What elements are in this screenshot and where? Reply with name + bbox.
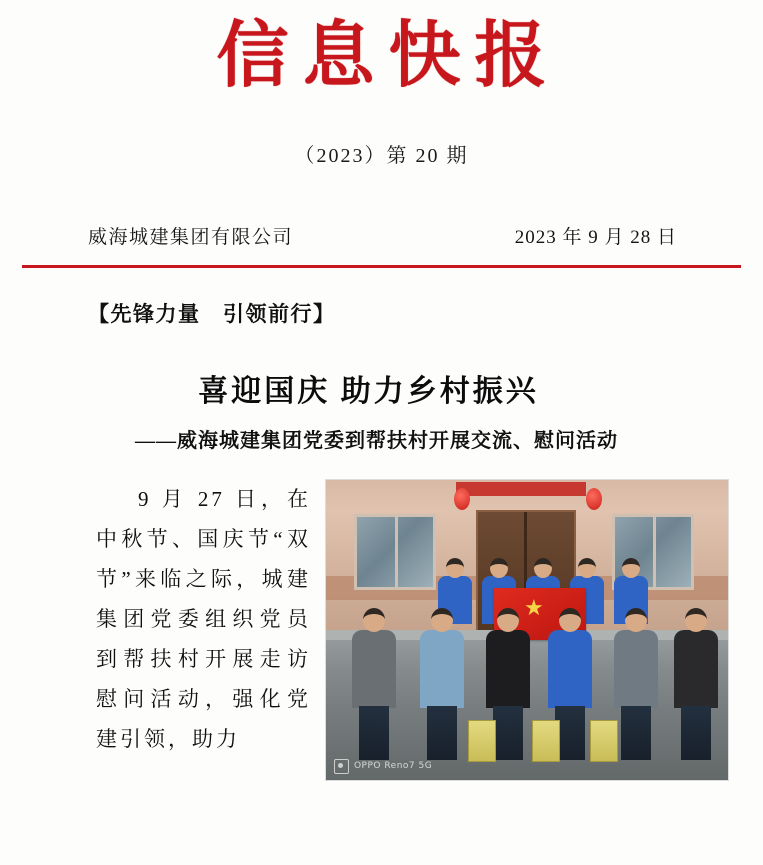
legs-icon (621, 706, 651, 760)
legs-icon (359, 706, 389, 760)
publisher-organization: 威海城建集团有限公司 (88, 226, 294, 248)
masthead-meta-row (0, 222, 763, 249)
person-front-5 (614, 630, 658, 708)
lantern-right-icon (586, 488, 602, 510)
gift-bag-3-icon (590, 720, 618, 762)
camera-icon (334, 759, 349, 774)
column-tag: 【先锋力量 引领前行】 (88, 301, 336, 326)
legs-icon (493, 706, 523, 760)
lantern-left-icon (454, 488, 470, 510)
head-icon (559, 608, 581, 632)
article-headline: 喜迎国庆 助力乡村振兴 (198, 374, 539, 408)
publication-date: 2023 年 9 月 28 日 (514, 226, 677, 248)
header-divider-rule (22, 265, 741, 268)
article-body-text (96, 479, 311, 759)
head-icon (446, 558, 464, 578)
window-left-icon (354, 514, 436, 590)
head-icon (622, 558, 640, 578)
head-icon (490, 558, 508, 578)
head-icon (578, 558, 596, 578)
gift-bag-2-icon (532, 720, 560, 762)
head-icon (363, 608, 385, 632)
person-front-1 (352, 630, 396, 708)
article-body-paragraph: 9 月 27 日，在中秋节、国庆节“双节”来临之际，城建集团党委组织党员到帮扶村开展走访慰问活动，强化党建引领，助力 (96, 486, 311, 751)
person-front-3 (486, 630, 530, 708)
entrance-banner (456, 482, 586, 496)
head-icon (431, 608, 453, 632)
legs-icon (681, 706, 711, 760)
article-photo (325, 479, 729, 781)
head-icon (534, 558, 552, 578)
issue-number: （2023）第 20 期 (294, 144, 469, 167)
person-front-2 (420, 630, 464, 708)
legs-icon (427, 706, 457, 760)
head-icon (685, 608, 707, 632)
masthead-title: 信息快报 (216, 12, 561, 97)
photo-watermark-text: OPPO Reno7 5G (353, 761, 433, 772)
person-front-4 (548, 630, 592, 708)
head-icon (625, 608, 647, 632)
article-body-area (0, 479, 763, 781)
person-front-6 (674, 630, 718, 708)
head-icon (497, 608, 519, 632)
photo-image (326, 480, 728, 780)
gift-bag-1-icon (468, 720, 496, 762)
photo-watermark (334, 759, 432, 774)
masthead (0, 0, 763, 168)
article-subheadline: ——威海城建集团党委到帮扶村开展交流、慰问活动 (135, 429, 618, 452)
